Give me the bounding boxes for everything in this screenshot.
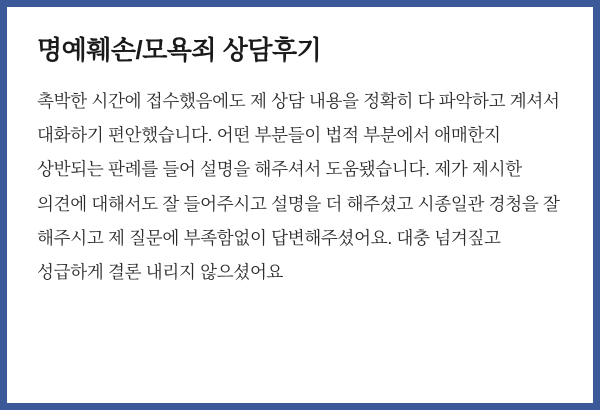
card-body-text: 촉박한 시간에 접수했음에도 제 상담 내용을 정확히 다 파악하고 계셔서 대화하기 편안했습니다. 어떤 부분들이 법적 부분에서 애매한지 상반되는 판례를 들어 설명을 해주셔서 도움됐습니다. 제가 제시한 의견에 대해서도 잘 들어주시고 설명을 더 해주셨고 시종일관 경청을 잘 해주시고 제 질문에 부족함없이 답변해주셨어요. 대충 넘겨짚고 성급하게 결론 내리지 않으셨어요 [37,91,560,282]
card-title: 명예훼손/모욕죄 상담후기 [37,35,322,65]
